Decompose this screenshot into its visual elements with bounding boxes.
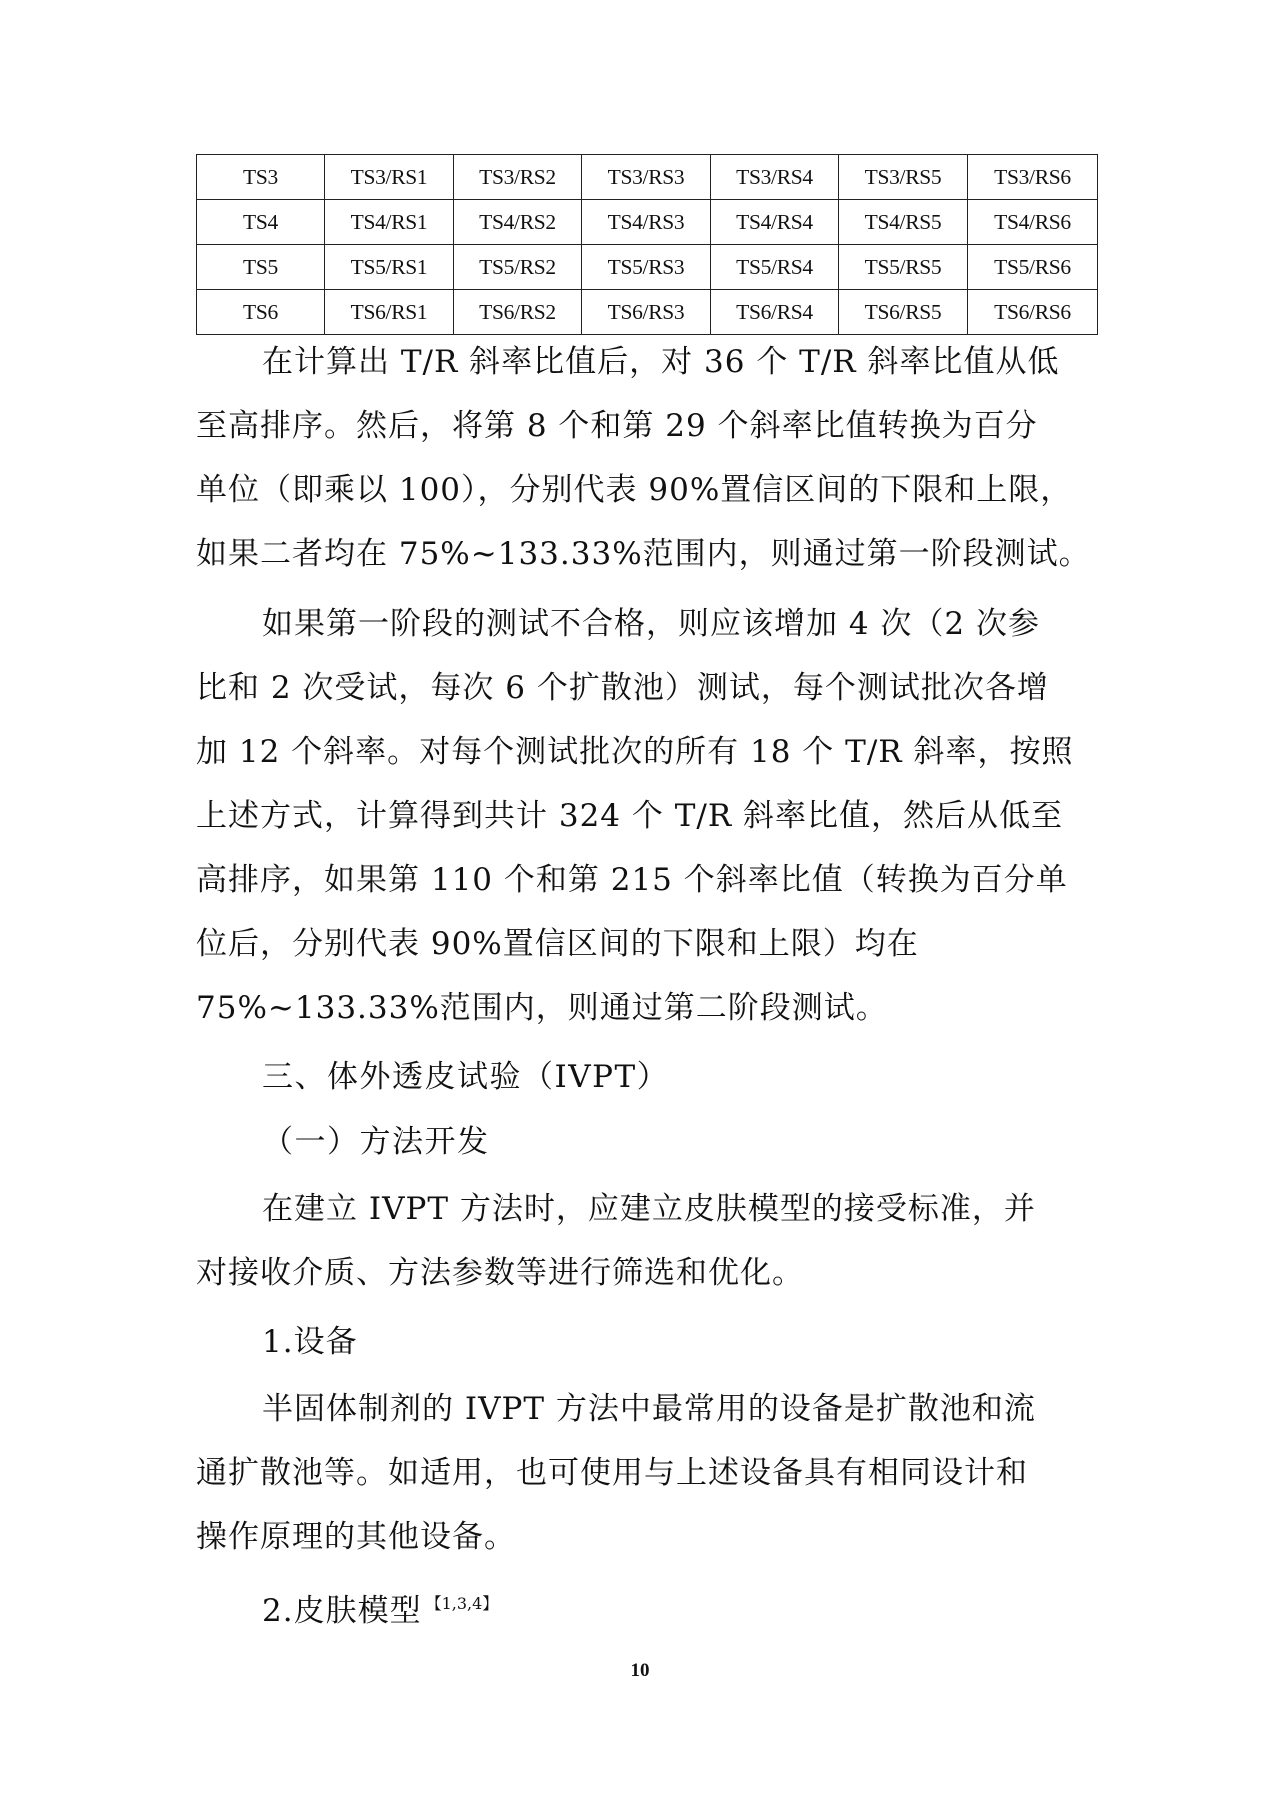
paragraph-line: 在计算出 T/R 斜率比值后，对 36 个 T/R 斜率比值从低: [262, 344, 1060, 380]
table-cell: TS5/RS6: [968, 245, 1098, 290]
subsection-heading: （一）方法开发: [262, 1124, 490, 1160]
table-cell: TS6/RS2: [454, 290, 582, 335]
table-cell: TS6/RS6: [968, 290, 1098, 335]
table-cell: TS3/RS3: [582, 155, 711, 200]
item-heading: 2.皮肤模型: [262, 1593, 422, 1629]
table-cell: TS4/RS5: [839, 200, 968, 245]
table-cell: TS6/RS5: [839, 290, 968, 335]
table-cell: TS3/RS6: [968, 155, 1098, 200]
table-cell: TS3/RS4: [711, 155, 839, 200]
paragraph-line: 比和 2 次受试，每次 6 个扩散池）测试，每个测试批次各增: [196, 670, 1049, 706]
table-cell: TS3/RS5: [839, 155, 968, 200]
paragraph-line: 单位（即乘以 100），分别代表 90%置信区间的下限和上限，: [196, 472, 1073, 508]
page-number: 10: [630, 1660, 650, 1681]
section-heading: 三、体外透皮试验（IVPT）: [262, 1059, 670, 1095]
paragraph-line: 对接收介质、方法参数等进行筛选和优化。: [196, 1255, 804, 1291]
paragraph-line: 高排序，如果第 110 个和第 215 个斜率比值（转换为百分单: [196, 862, 1068, 898]
table-cell: TS4/RS1: [325, 200, 454, 245]
paragraph-line: 操作原理的其他设备。: [196, 1519, 516, 1555]
table-cell: TS3/RS2: [454, 155, 582, 200]
paragraph-line: 在建立 IVPT 方法时，应建立皮肤模型的接受标准，并: [262, 1191, 1036, 1227]
item-heading-line: [196, 1572, 1097, 1643]
paragraph-line: 如果第一阶段的测试不合格，则应该增加 4 次（2 次参: [262, 606, 1041, 642]
slope-ratio-table: [196, 154, 1098, 335]
table-cell: TS4/RS2: [454, 200, 582, 245]
table-cell: TS6: [197, 290, 325, 335]
table-cell: TS4/RS3: [582, 200, 711, 245]
paragraph-line: 如果二者均在 75%~133.33%范围内，则通过第一阶段测试。: [196, 536, 1091, 572]
paragraph-line: 加 12 个斜率。对每个测试批次的所有 18 个 T/R 斜率，按照: [196, 734, 1074, 770]
item-heading: 1.设备: [262, 1324, 358, 1360]
table-row: [197, 290, 1098, 335]
table-row: [197, 155, 1098, 200]
table-cell: TS6/RS3: [582, 290, 711, 335]
table-cell: TS3/RS1: [325, 155, 454, 200]
table-row: [197, 245, 1098, 290]
paragraph-line: 至高排序。然后，将第 8 个和第 29 个斜率比值转换为百分: [196, 408, 1038, 444]
table-cell: TS6/RS4: [711, 290, 839, 335]
reference-citation: 【1,3,4】: [425, 1594, 499, 1613]
table-cell: TS5/RS5: [839, 245, 968, 290]
table-cell: TS5: [197, 245, 325, 290]
table-cell: TS6/RS1: [325, 290, 454, 335]
table-cell: TS5/RS3: [582, 245, 711, 290]
table-cell: TS4/RS6: [968, 200, 1098, 245]
table-cell: TS5/RS1: [325, 245, 454, 290]
paragraph-line: 上述方式，计算得到共计 324 个 T/R 斜率比值，然后从低至: [196, 798, 1064, 834]
paragraph-line: 位后，分别代表 90%置信区间的下限和上限）均在: [196, 926, 919, 962]
table-cell: TS5/RS2: [454, 245, 582, 290]
table-cell: TS5/RS4: [711, 245, 839, 290]
paragraph-line: 通扩散池等。如适用，也可使用与上述设备具有相同设计和: [196, 1455, 1028, 1491]
paragraph-line: 半固体制剂的 IVPT 方法中最常用的设备是扩散池和流: [262, 1391, 1036, 1427]
table-cell: TS4: [197, 200, 325, 245]
table-cell: TS3: [197, 155, 325, 200]
table-row: [197, 200, 1098, 245]
paragraph-line: 75%~133.33%范围内，则通过第二阶段测试。: [196, 990, 888, 1026]
table-cell: TS4/RS4: [711, 200, 839, 245]
